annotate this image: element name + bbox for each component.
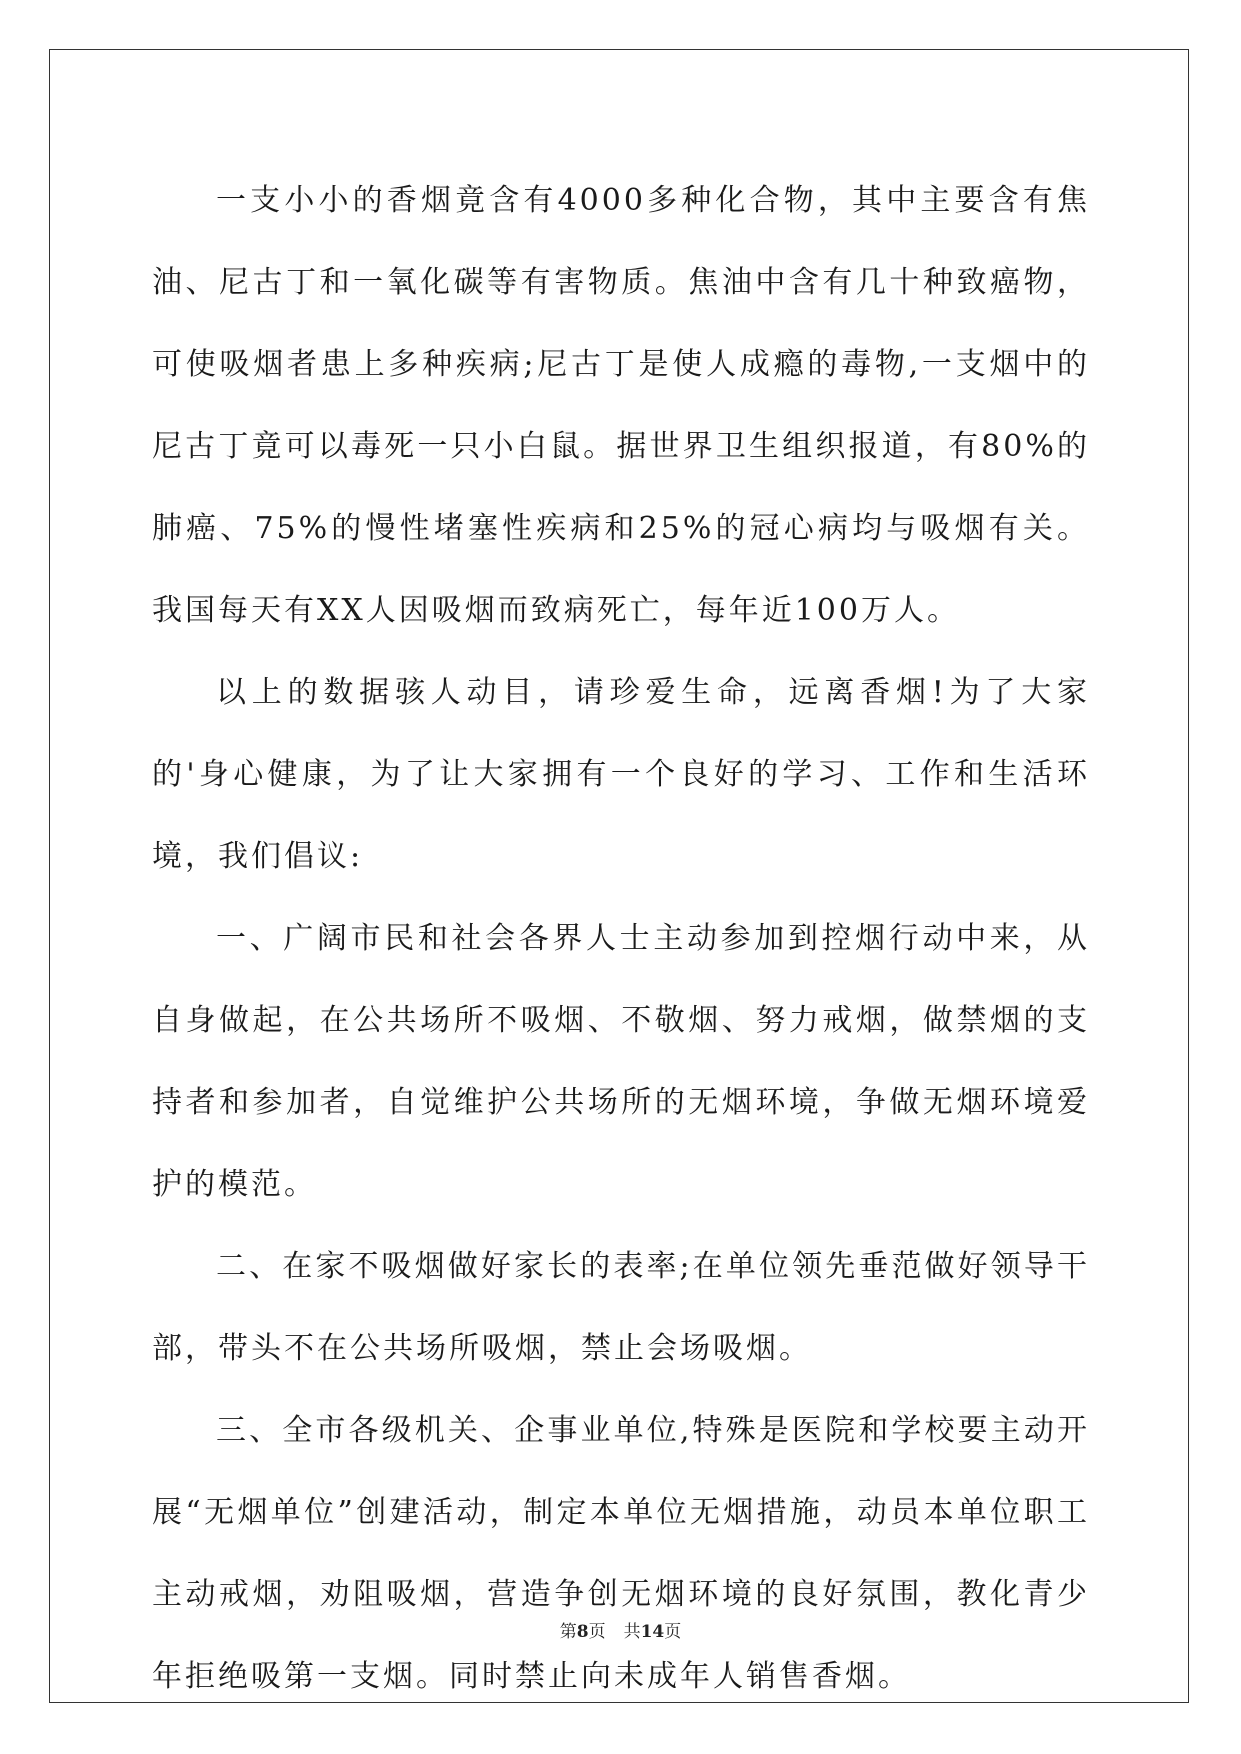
- paragraph-1: 一支小小的香烟竟含有4000多种化合物，其中主要含有焦油、尼古丁和一氧化碳等有害物质。焦油中含有几十种致癌物，可使吸烟者患上多种疾病;尼古丁是使人成瘾的毒物,一支烟中的尼古丁竟可以毒死一只小白鼠。据世界卫生组织报道，有80%的肺癌、75%的慢性堵塞性疾病和25%的冠心病均与吸烟有关。我国每天有XX人因吸烟而致病死亡，每年近100万人。: [152, 183, 1090, 628]
- total-suffix: 页: [664, 1622, 682, 1642]
- paragraph-4: 二、在家不吸烟做好家长的表率;在单位领先垂范做好领导干部，带头不在公共场所吸烟，禁止会场吸烟。: [152, 1249, 1090, 1366]
- paragraph-5: 三、全市各级机关、企事业单位,特殊是医院和学校要主动开展“无烟单位”创建活动，制定本单位无烟措施，动员本单位职工主动戒烟，劝阻吸烟，营造争创无烟环境的良好氛围，教化青少年拒绝吸第一支烟。同时禁止向未成年人销售香烟。: [152, 1413, 1090, 1694]
- page-footer: [0, 1617, 1241, 1642]
- document-body: [152, 160, 1090, 1718]
- paragraph-2: 以上的数据骇人动目，请珍爱生命，远离香烟!为了大家的'身心健康，为了让大家拥有一个良好的学习、工作和生活环境，我们倡议:: [152, 675, 1090, 874]
- page-suffix: 页: [588, 1622, 606, 1642]
- total-prefix: 共: [623, 1622, 641, 1642]
- page-number: 8: [576, 1622, 589, 1642]
- paragraph-3: 一、广阔市民和社会各界人士主动参加到控烟行动中来，从自身做起，在公共场所不吸烟、不敬烟、努力戒烟，做禁烟的支持者和参加者，自觉维护公共场所的无烟环境，争做无烟环境爱护的模范。: [152, 921, 1090, 1202]
- total-pages: 14: [640, 1622, 665, 1642]
- page-prefix: 第: [559, 1622, 577, 1642]
